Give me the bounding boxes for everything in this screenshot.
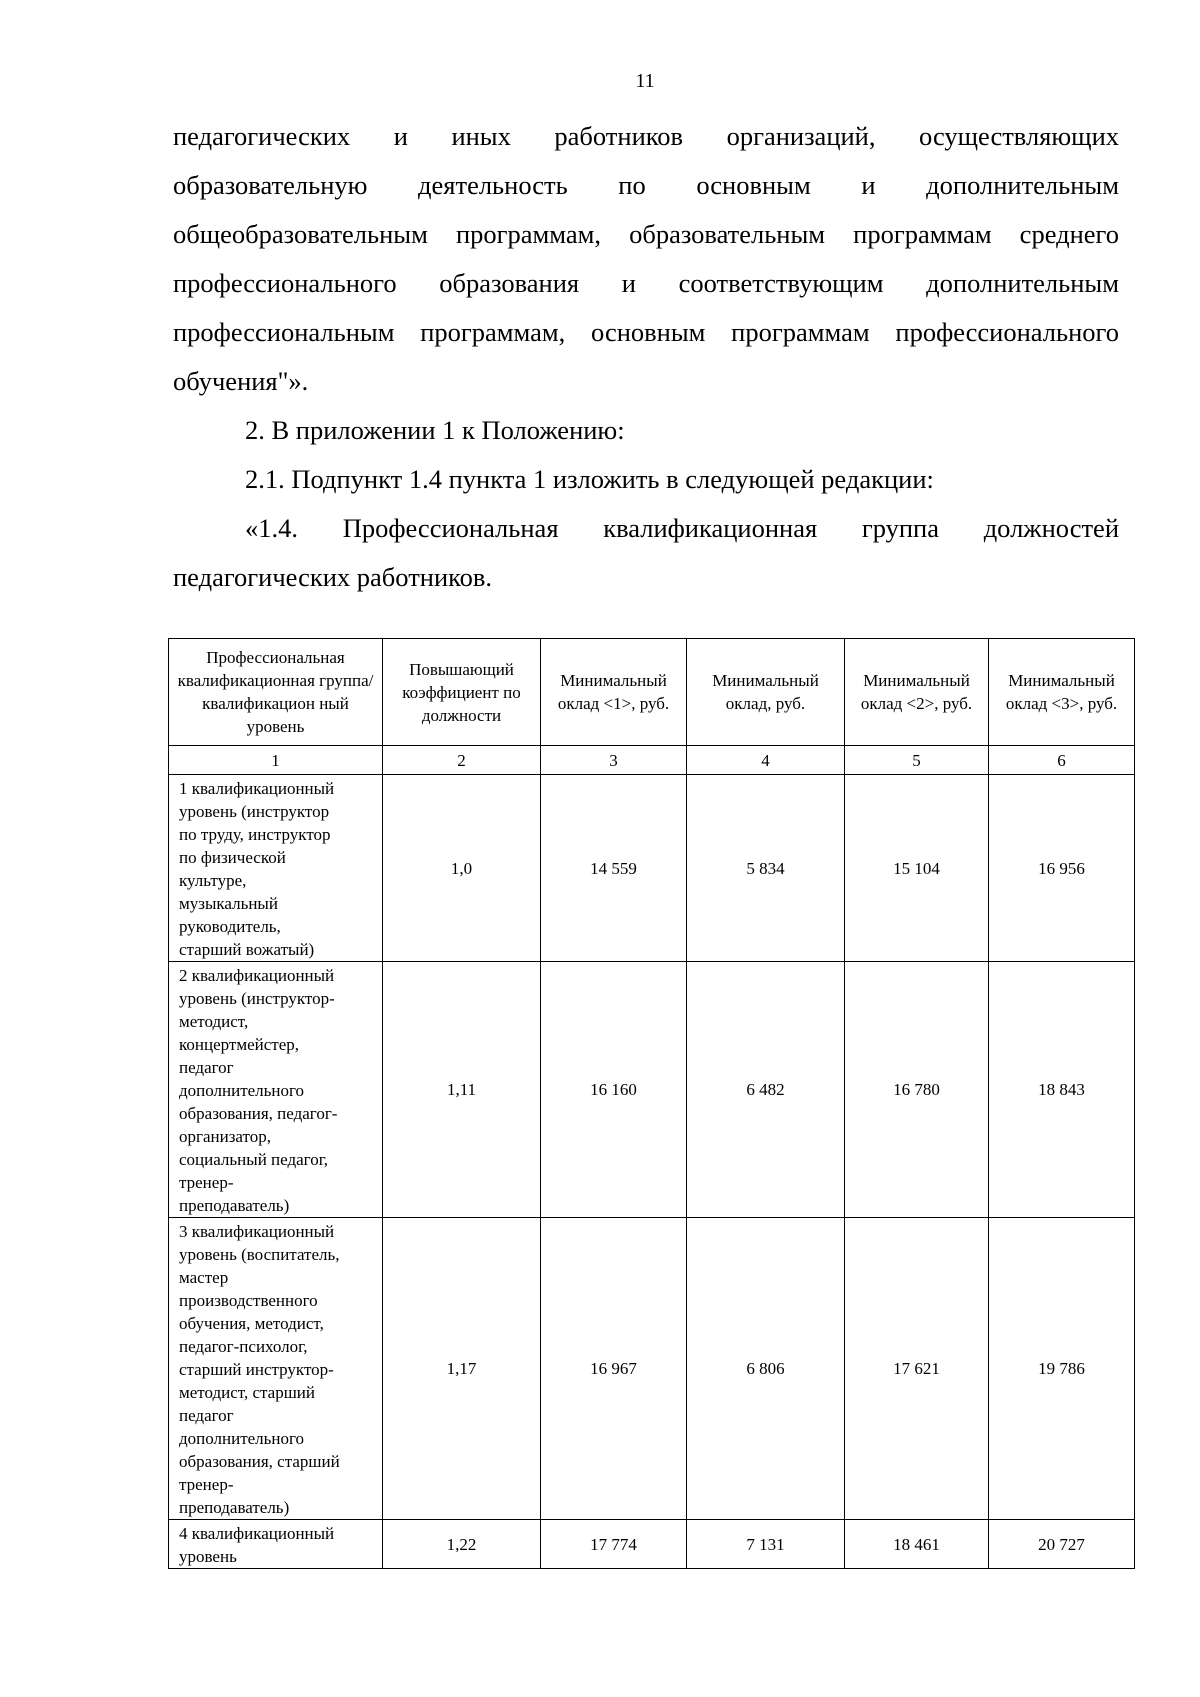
cell-line: обучения, методист, <box>179 1314 324 1333</box>
min-salary-1-cell: 14 559 <box>541 775 687 962</box>
min-salary-1-cell: 16 160 <box>541 962 687 1218</box>
text-line: образовательную деятельность по основным и дополнительным <box>173 170 1119 200</box>
qualification-level-cell <box>169 1218 383 1520</box>
text-line: обучения"». <box>173 366 309 396</box>
paragraph-continuation <box>173 112 1119 406</box>
cell-line: образования, старший <box>179 1452 340 1471</box>
cell-line: дополнительного <box>179 1429 305 1448</box>
min-salary-cell: 6 482 <box>687 962 845 1218</box>
cell-line: тренер- <box>179 1475 234 1494</box>
cell-line: старший вожатый) <box>179 940 315 959</box>
cell-line: преподаватель) <box>179 1498 290 1517</box>
coefficient-cell: 1,11 <box>383 962 541 1218</box>
min-salary-3-cell: 20 727 <box>989 1520 1135 1569</box>
cell-line: тренер- <box>179 1173 234 1192</box>
column-header-min-salary-3: Минимальный оклад <3>, руб. <box>989 639 1135 746</box>
cell-line: уровень (воспитатель, <box>179 1245 340 1264</box>
text-line: педагогических работников. <box>173 562 493 592</box>
column-number-row <box>169 746 1135 775</box>
column-number: 6 <box>989 746 1135 775</box>
column-number: 1 <box>169 746 383 775</box>
column-header-qualification-level: Профессиональная квалификационная группа/квалификацион ный уровень <box>169 639 383 746</box>
cell-line: руководитель, <box>179 917 281 936</box>
cell-line: 2 квалификационный <box>179 966 335 985</box>
cell-line: концертмейстер, <box>179 1035 300 1054</box>
min-salary-1-cell: 16 967 <box>541 1218 687 1520</box>
page-number: 11 <box>635 70 655 92</box>
min-salary-3-cell: 19 786 <box>989 1218 1135 1520</box>
table-row <box>169 1218 1135 1520</box>
text-line: профессионального образования и соответствующим дополнительным <box>173 268 1119 298</box>
qualification-level-cell <box>169 775 383 962</box>
min-salary-2-cell: 16 780 <box>845 962 989 1218</box>
cell-line: по труду, инструктор <box>179 825 331 844</box>
qualification-level-cell <box>169 962 383 1218</box>
cell-line: уровень (инструктор <box>179 802 330 821</box>
coefficient-cell: 1,22 <box>383 1520 541 1569</box>
min-salary-2-cell: 17 621 <box>845 1218 989 1520</box>
table-row <box>169 775 1135 962</box>
column-number: 3 <box>541 746 687 775</box>
item-2: 2. В приложении 1 к Положению: <box>245 415 625 445</box>
salary-table <box>168 638 1135 1569</box>
cell-line: педагог <box>179 1058 234 1077</box>
cell-line: мастер <box>179 1268 229 1287</box>
cell-line: методист, <box>179 1012 249 1031</box>
coefficient-cell: 1,0 <box>383 775 541 962</box>
min-salary-1-cell: 17 774 <box>541 1520 687 1569</box>
min-salary-3-cell: 18 843 <box>989 962 1135 1218</box>
column-number: 5 <box>845 746 989 775</box>
cell-line: социальный педагог, <box>179 1150 329 1169</box>
item-1-4 <box>173 504 1119 602</box>
min-salary-3-cell: 16 956 <box>989 775 1135 962</box>
table-row <box>169 962 1135 1218</box>
min-salary-2-cell: 18 461 <box>845 1520 989 1569</box>
min-salary-cell: 7 131 <box>687 1520 845 1569</box>
column-header-coefficient: Повышающий коэффициент по должности <box>383 639 541 746</box>
cell-line: дополнительного <box>179 1081 305 1100</box>
column-number: 4 <box>687 746 845 775</box>
table-row <box>169 1520 1135 1569</box>
cell-line: культуре, <box>179 871 247 890</box>
column-header-min-salary-1: Минимальный оклад <1>, руб. <box>541 639 687 746</box>
cell-line: преподаватель) <box>179 1196 290 1215</box>
cell-line: 3 квалификационный <box>179 1222 335 1241</box>
text-line: педагогических и иных работников организаций, осуществляющих <box>173 121 1119 151</box>
text-line: «1.4. Профессиональная квалификационная группа должностей <box>245 513 1119 543</box>
coefficient-cell: 1,17 <box>383 1218 541 1520</box>
cell-line: методист, старший <box>179 1383 315 1402</box>
column-number: 2 <box>383 746 541 775</box>
column-header-min-salary-2: Минимальный оклад <2>, руб. <box>845 639 989 746</box>
cell-line: музыкальный <box>179 894 278 913</box>
cell-line: образования, педагог- <box>179 1104 338 1123</box>
cell-line: 4 квалификационный <box>179 1524 335 1543</box>
min-salary-2-cell: 15 104 <box>845 775 989 962</box>
cell-line: уровень (инструктор- <box>179 989 335 1008</box>
cell-line: педагог-психолог, <box>179 1337 308 1356</box>
column-header-min-salary: Минимальный оклад, руб. <box>687 639 845 746</box>
cell-line: педагог <box>179 1406 234 1425</box>
cell-line: организатор, <box>179 1127 271 1146</box>
qualification-level-cell <box>169 1520 383 1569</box>
text-line: профессиональным программам, основным программам профессионального <box>173 317 1119 347</box>
table-header-row <box>169 639 1135 746</box>
cell-line: старший инструктор- <box>179 1360 334 1379</box>
item-2-1: 2.1. Подпункт 1.4 пункта 1 изложить в следующей редакции: <box>245 464 934 494</box>
cell-line: 1 квалификационный <box>179 779 335 798</box>
min-salary-cell: 5 834 <box>687 775 845 962</box>
cell-line: производственного <box>179 1291 318 1310</box>
cell-line: уровень <box>179 1547 237 1566</box>
cell-line: по физической <box>179 848 286 867</box>
min-salary-cell: 6 806 <box>687 1218 845 1520</box>
text-line: общеобразовательным программам, образовательным программам среднего <box>173 219 1119 249</box>
